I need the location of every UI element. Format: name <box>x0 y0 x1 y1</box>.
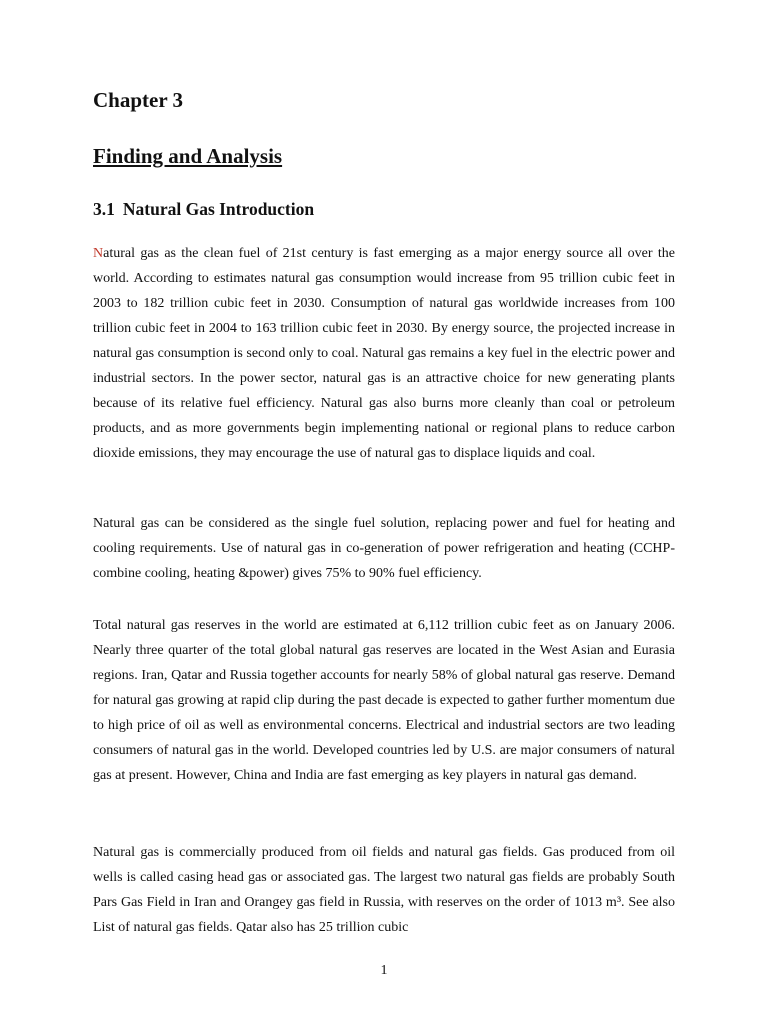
paragraph-1-text: atural gas as the clean fuel of 21st century is fast emerging as a major energy source all over the world. According to estimates natural gas consumption would increase from 95 trillion cubic feet in 2003 to 182 trillion cubic feet in 2030. Consumption of natural gas worldwide increases from 100 trillion cubic feet in 2004 to 163 trillion cubic feet in 2030. By energy source, the projected increase in natural gas consumption is second only to coal. Natural gas remains a key fuel in the electric power and industrial sectors. In the power sector, natural gas is an attractive choice for new generating plants because of its relative fuel efficiency. Natural gas also burns more cleanly than coal or petroleum products, and as more governments begin implementing national or regional plans to reduce carbon dioxide emissions, they may encourage the use of natural gas to displace liquids and coal. <box>93 246 675 461</box>
subsection-title: Natural Gas Introduction <box>122 199 315 219</box>
paragraph-2: Natural gas can be considered as the single fuel solution, replacing power and fuel for heating and cooling requirements. Use of natural gas in co-generation of power refrigeration and heating (CCHP- combine cooling, heating &power) gives 75% to 90% fuel efficiency. <box>93 516 675 581</box>
chapter-heading: Chapter 3 <box>93 88 184 112</box>
page-number: 1 <box>380 963 388 978</box>
section-title: Finding and Analysis <box>93 144 283 168</box>
paragraph-4: Natural gas is commercially produced from oil fields and natural gas fields. Gas produced from oil wells is called casing head gas or associated gas. The largest two natural gas fields are probably South Pars Gas Field in Iran and Orangey gas field in Russia, with reserves on the order of 1013 m³. See also List of natural gas fields. Qatar also has 25 trillion cubic <box>93 845 675 935</box>
subsection-number: 3.1 <box>93 199 115 219</box>
paragraph-1-first-letter: N <box>93 246 104 261</box>
paragraph-1 <box>93 241 675 466</box>
paragraph-3: Total natural gas reserves in the world are estimated at 6,112 trillion cubic feet as on January 2006. Nearly three quarter of the total global natural gas reserves are located in the West Asian and Eurasia regions. Iran, Qatar and Russia together accounts for nearly 58% of global natural gas reserve. Demand for natural gas growing at rapid clip during the past decade is expected to gather further momentum due to high price of oil as well as environmental concerns. Electrical and industrial sectors are two leading consumers of natural gas in the world. Developed countries led by U.S. are major consumers of natural gas at present. However, China and India are fast emerging as key players in natural gas demand. <box>93 618 675 783</box>
subsection-heading <box>93 197 314 221</box>
